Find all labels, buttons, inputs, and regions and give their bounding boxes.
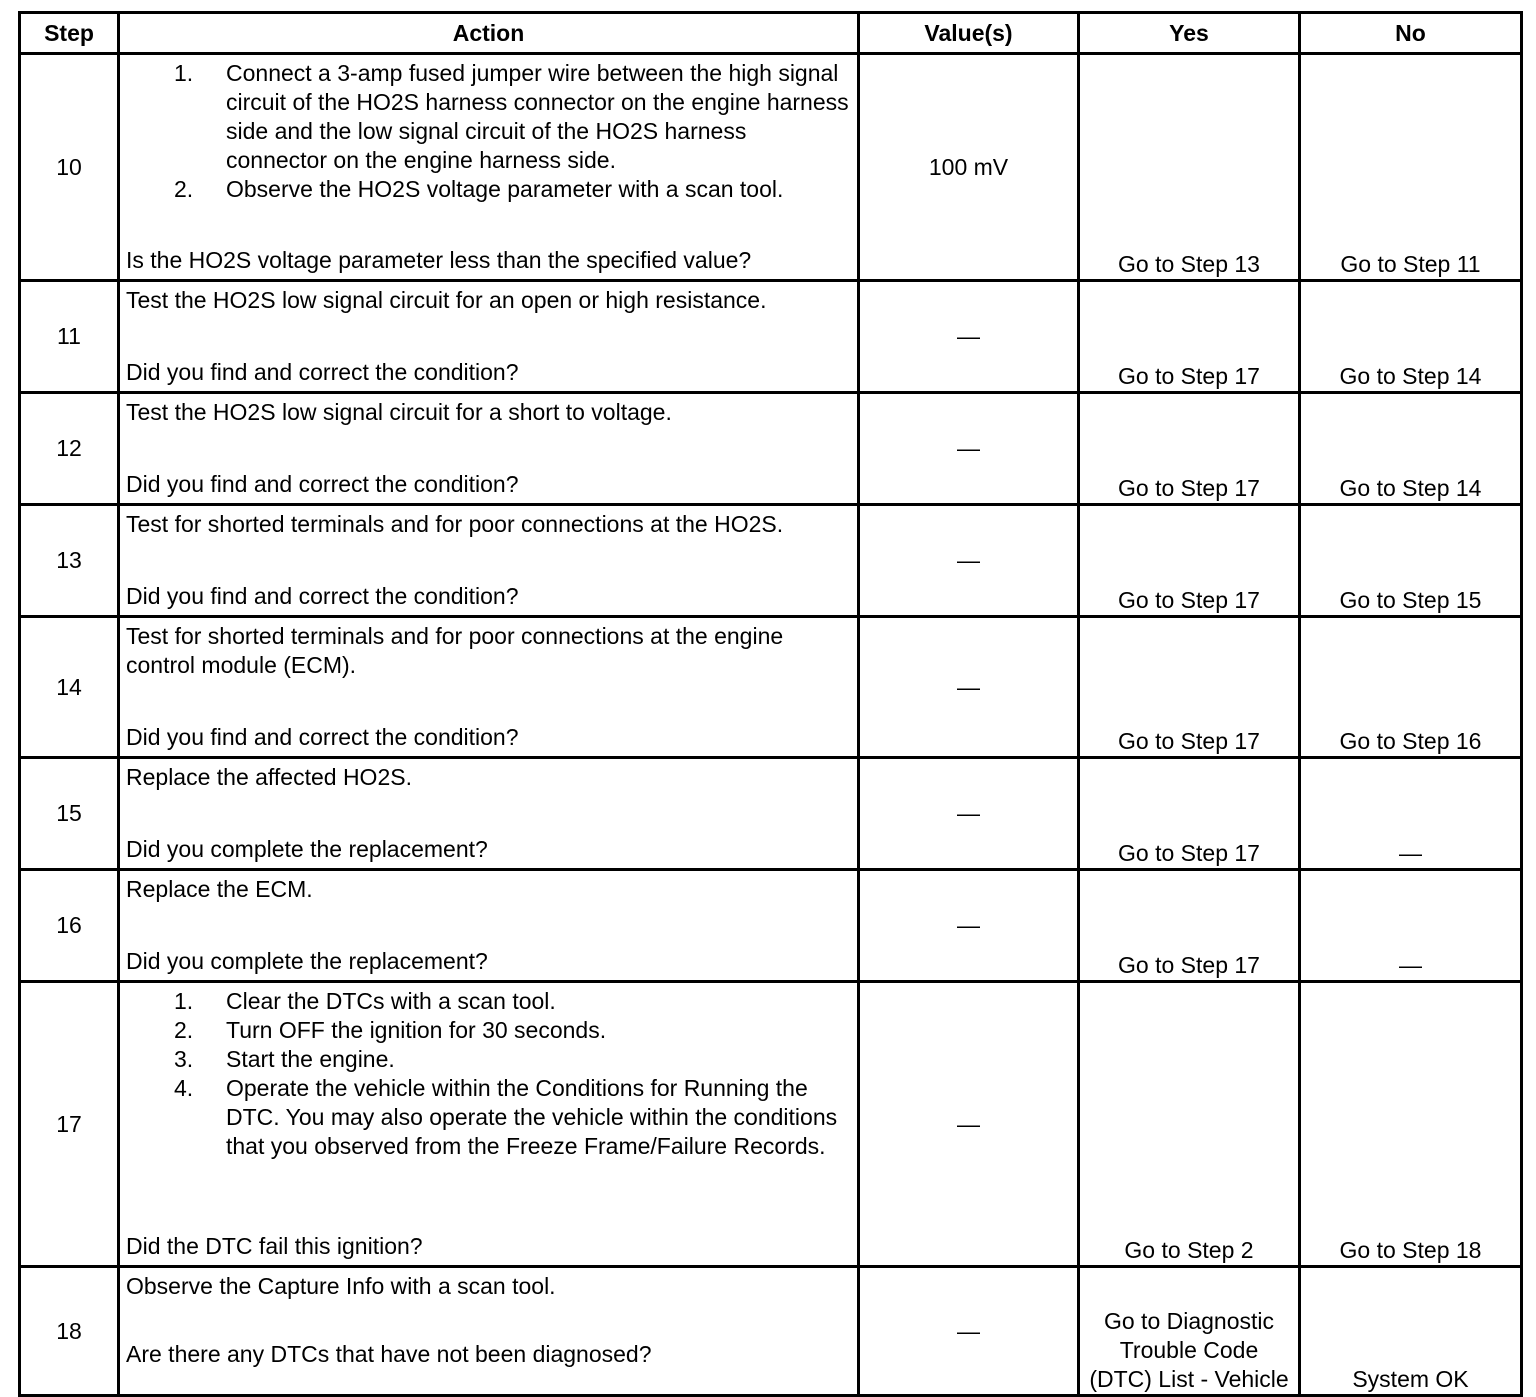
action-cell [119, 617, 859, 758]
no-cell: System OK [1300, 1267, 1522, 1396]
list-item [174, 987, 851, 1016]
yes-cell: Go to Step 17 [1079, 617, 1300, 758]
action-question: Are there any DTCs that have not been diagnosed? [126, 1341, 652, 1367]
action-steps [126, 987, 851, 1161]
action-cell [119, 54, 859, 281]
value-cell: — [859, 281, 1079, 393]
list-item [174, 59, 851, 175]
value-cell: — [859, 393, 1079, 505]
step-number: 17 [20, 982, 119, 1267]
header-action: Action [119, 13, 859, 54]
step-number: 13 [20, 505, 119, 617]
action-cell [119, 281, 859, 393]
action-text: Observe the Capture Info with a scan tool. [126, 1273, 556, 1299]
step-number: 10 [20, 54, 119, 281]
header-row [20, 13, 1522, 54]
action-question: Did you find and correct the condition? [126, 583, 519, 609]
no-cell: Go to Step 15 [1300, 505, 1522, 617]
item-text: Turn OFF the ignition for 30 seconds. [226, 1017, 607, 1043]
list-item [174, 1074, 851, 1161]
yes-cell: Go to Step 17 [1079, 281, 1300, 393]
action-cell [119, 870, 859, 982]
list-item [174, 175, 851, 204]
value-cell: — [859, 617, 1079, 758]
no-cell: Go to Step 16 [1300, 617, 1522, 758]
action-question: Did you find and correct the condition? [126, 359, 519, 385]
yes-cell: Go to Step 17 [1079, 505, 1300, 617]
action-text: Test the HO2S low signal circuit for a short to voltage. [126, 399, 672, 425]
yes-cell: Go to Step 17 [1079, 870, 1300, 982]
item-text: Observe the HO2S voltage parameter with a scan tool. [226, 176, 784, 202]
step-number: 16 [20, 870, 119, 982]
item-number: 1. [174, 60, 194, 86]
table-row [20, 393, 1522, 505]
step-number: 15 [20, 758, 119, 870]
step-number: 18 [20, 1267, 119, 1396]
step-number: 12 [20, 393, 119, 505]
item-text: Clear the DTCs with a scan tool. [226, 988, 556, 1014]
no-cell: Go to Step 14 [1300, 393, 1522, 505]
list-item [174, 1016, 851, 1045]
action-question: Did the DTC fail this ignition? [126, 1233, 423, 1259]
step-number: 11 [20, 281, 119, 393]
diagnostic-table [18, 11, 1523, 1397]
item-number: 2. [174, 176, 194, 202]
action-cell [119, 758, 859, 870]
table-row [20, 617, 1522, 758]
header-values: Value(s) [859, 13, 1079, 54]
action-question: Did you find and correct the condition? [126, 724, 519, 750]
table-row [20, 758, 1522, 870]
item-number: 2. [174, 1017, 194, 1043]
value-cell: — [859, 758, 1079, 870]
header-yes: Yes [1079, 13, 1300, 54]
table-row [20, 982, 1522, 1267]
action-cell [119, 982, 859, 1267]
item-number: 4. [174, 1075, 194, 1101]
item-number: 3. [174, 1046, 194, 1072]
table-row [20, 1267, 1522, 1396]
value-cell: — [859, 505, 1079, 617]
value-cell: — [859, 870, 1079, 982]
yes-cell: Go to Step 17 [1079, 758, 1300, 870]
action-question: Did you complete the replacement? [126, 836, 488, 862]
value-cell: 100 mV [859, 54, 1079, 281]
no-cell: Go to Step 18 [1300, 982, 1522, 1267]
item-text: Operate the vehicle within the Conditions for Running the DTC. You may also operate the vehicle within the conditions that you observed from the Freeze Frame/Failure Records. [226, 1075, 838, 1159]
no-cell: — [1300, 870, 1522, 982]
action-text: Replace the ECM. [126, 876, 313, 902]
item-text: Start the engine. [226, 1046, 395, 1072]
table-row [20, 870, 1522, 982]
list-item [174, 1045, 851, 1074]
yes-cell: Go to Step 13 [1079, 54, 1300, 281]
step-number: 14 [20, 617, 119, 758]
table-row [20, 54, 1522, 281]
yes-cell: Go to Step 2 [1079, 982, 1300, 1267]
action-cell [119, 505, 859, 617]
action-text: Replace the affected HO2S. [126, 764, 412, 790]
yes-cell: Go to Step 17 [1079, 393, 1300, 505]
action-question: Is the HO2S voltage parameter less than the specified value? [126, 247, 752, 273]
action-text: Test for shorted terminals and for poor connections at the HO2S. [126, 511, 784, 537]
action-question: Did you complete the replacement? [126, 948, 488, 974]
table-row [20, 505, 1522, 617]
no-cell: Go to Step 11 [1300, 54, 1522, 281]
value-cell: — [859, 982, 1079, 1267]
header-step: Step [20, 13, 119, 54]
value-cell: — [859, 1267, 1079, 1396]
item-number: 1. [174, 988, 194, 1014]
table-row [20, 281, 1522, 393]
yes-cell: Go to Diagnostic Trouble Code (DTC) List - Vehicle [1079, 1267, 1300, 1396]
action-steps [126, 59, 851, 204]
action-text: Test for shorted terminals and for poor connections at the engine control module (ECM). [126, 623, 784, 678]
action-text: Test the HO2S low signal circuit for an open or high resistance. [126, 287, 767, 313]
header-no: No [1300, 13, 1522, 54]
action-cell [119, 1267, 859, 1396]
action-question: Did you find and correct the condition? [126, 471, 519, 497]
no-cell: Go to Step 14 [1300, 281, 1522, 393]
action-cell [119, 393, 859, 505]
no-cell: — [1300, 758, 1522, 870]
item-text: Connect a 3-amp fused jumper wire between the high signal circuit of the HO2S harness connector on the engine harness side and the low signal circuit of the HO2S harness connector on the engine harness side. [226, 60, 849, 173]
